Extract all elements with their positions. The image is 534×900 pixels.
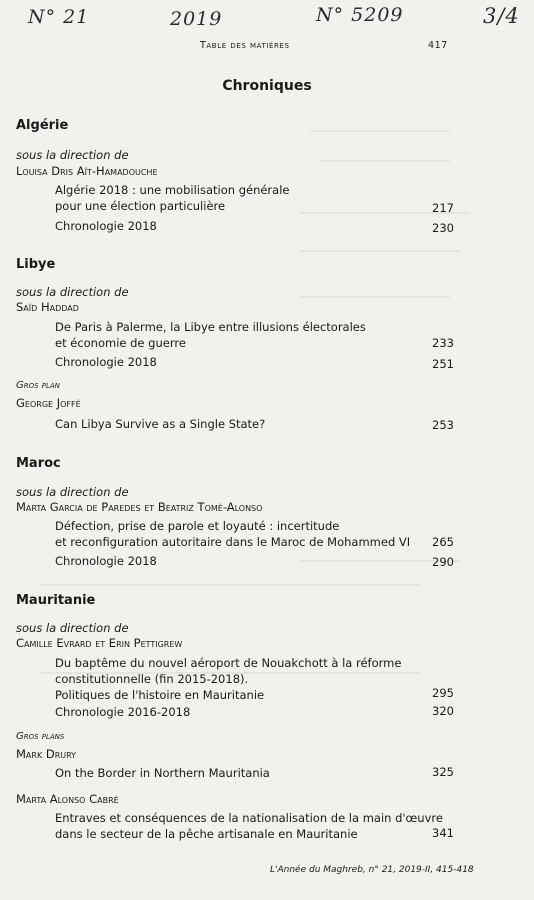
entry-line: On the Border in Northern Mauritania: [55, 766, 270, 780]
entry-line: Chronologie 2018: [55, 219, 157, 233]
direction-label: sous la direction de: [16, 285, 129, 299]
toc-entry: [55, 704, 190, 720]
gros-plan-label: Gros plan: [16, 380, 60, 391]
toc-entry: [55, 655, 401, 703]
toc-entry: [55, 553, 157, 569]
entry-line: Défection, prise de parole et loyauté : incertitude: [55, 519, 340, 533]
bleed-through-line: [300, 296, 450, 298]
entry-line: Entraves et conséquences de la nationalisation de la main d'œuvre: [55, 811, 443, 825]
entry-line: et économie de guerre: [55, 336, 186, 350]
handwritten-number: N° 21: [28, 6, 90, 28]
toc-entry: [55, 810, 443, 842]
toc-entry: [55, 765, 270, 781]
toc-entry: [55, 182, 289, 214]
author-name: [16, 747, 76, 761]
journal-footer: L'Année du Maghreb, n° 21, 2019-II, 415-418: [270, 865, 474, 875]
handwritten-year: 2019: [170, 8, 223, 30]
entry-page: 325: [432, 765, 454, 779]
entry-page: 217: [432, 201, 454, 215]
entry-line: Chronologie 2018: [55, 554, 157, 568]
region-heading: Libye: [16, 257, 56, 272]
entry-page: 295: [432, 686, 454, 700]
gros-plans-label: Gros plans: [16, 731, 65, 742]
entry-line: et reconfiguration autoritaire dans le Maroc de Mohammed VI: [55, 535, 411, 549]
entry-line: constitutionnelle (fin 2015-2018).: [55, 672, 249, 686]
toc-entry: [55, 518, 410, 550]
entry-line: pour une élection particulière: [55, 199, 226, 213]
editor-name: Camille Evrard et Erin Pettigrew: [16, 636, 183, 650]
toc-entry: [55, 218, 157, 234]
editor-name: Saïd Haddad: [16, 300, 79, 314]
direction-label: sous la direction de: [16, 148, 129, 162]
editor-name: Marta Garcia de Paredes et Beatriz Tomé-Alonso: [16, 500, 263, 514]
author: Marta Alonso Cabré: [16, 792, 119, 806]
region-heading: Maroc: [16, 456, 61, 471]
bleed-through-line: [320, 160, 450, 162]
author-name: [16, 792, 119, 806]
author-name: [16, 396, 81, 410]
editor-names: [16, 164, 158, 178]
running-title: Table des matières: [200, 40, 290, 51]
handwritten-inventory: N° 5209: [316, 4, 404, 26]
editor-names: [16, 636, 182, 650]
bleed-through-line: [300, 250, 460, 252]
author: Mark Drury: [16, 747, 77, 761]
entry-line: Chronologie 2018: [55, 355, 157, 369]
entry-page: 320: [432, 704, 454, 718]
bleed-through-line: [40, 584, 420, 586]
entry-page: 265: [432, 535, 454, 549]
toc-entry: [55, 416, 265, 432]
entry-line: Du baptême du nouvel aéroport de Nouakchott à la réforme: [55, 656, 402, 670]
bleed-through-line: [310, 130, 450, 132]
entry-line: dans le secteur de la pêche artisanale en Mauritanie: [55, 827, 358, 841]
entry-line: Politiques de l'histoire en Mauritanie: [55, 688, 265, 702]
entry-page: 253: [432, 418, 454, 432]
entry-page: 230: [432, 221, 454, 235]
page-number: 417: [428, 40, 448, 51]
entry-page: 233: [432, 336, 454, 350]
editor-names: [16, 300, 79, 314]
entry-line: Chronologie 2016-2018: [55, 705, 191, 719]
entry-page: 290: [432, 555, 454, 569]
toc-entry: [55, 354, 157, 370]
region-heading: Algérie: [16, 118, 69, 133]
editor-names: [16, 500, 262, 514]
entry-line: Can Libya Survive as a Single State?: [55, 417, 266, 431]
entry-page: 341: [432, 826, 454, 840]
entry-line: De Paris à Palerme, la Libye entre illusions électorales: [55, 320, 366, 334]
handwritten-fraction: 3/4: [483, 4, 520, 28]
author: George Joffé: [16, 396, 81, 410]
direction-label: sous la direction de: [16, 485, 129, 499]
toc-entry: [55, 319, 366, 351]
entry-line: Algérie 2018 : une mobilisation générale: [55, 183, 290, 197]
region-heading: Mauritanie: [16, 593, 96, 608]
entry-page: 251: [432, 357, 454, 371]
section-title: Chroniques: [222, 78, 312, 94]
editor-name: Louisa Dris Aït-Hamadouche: [16, 164, 158, 178]
direction-label: sous la direction de: [16, 621, 129, 635]
